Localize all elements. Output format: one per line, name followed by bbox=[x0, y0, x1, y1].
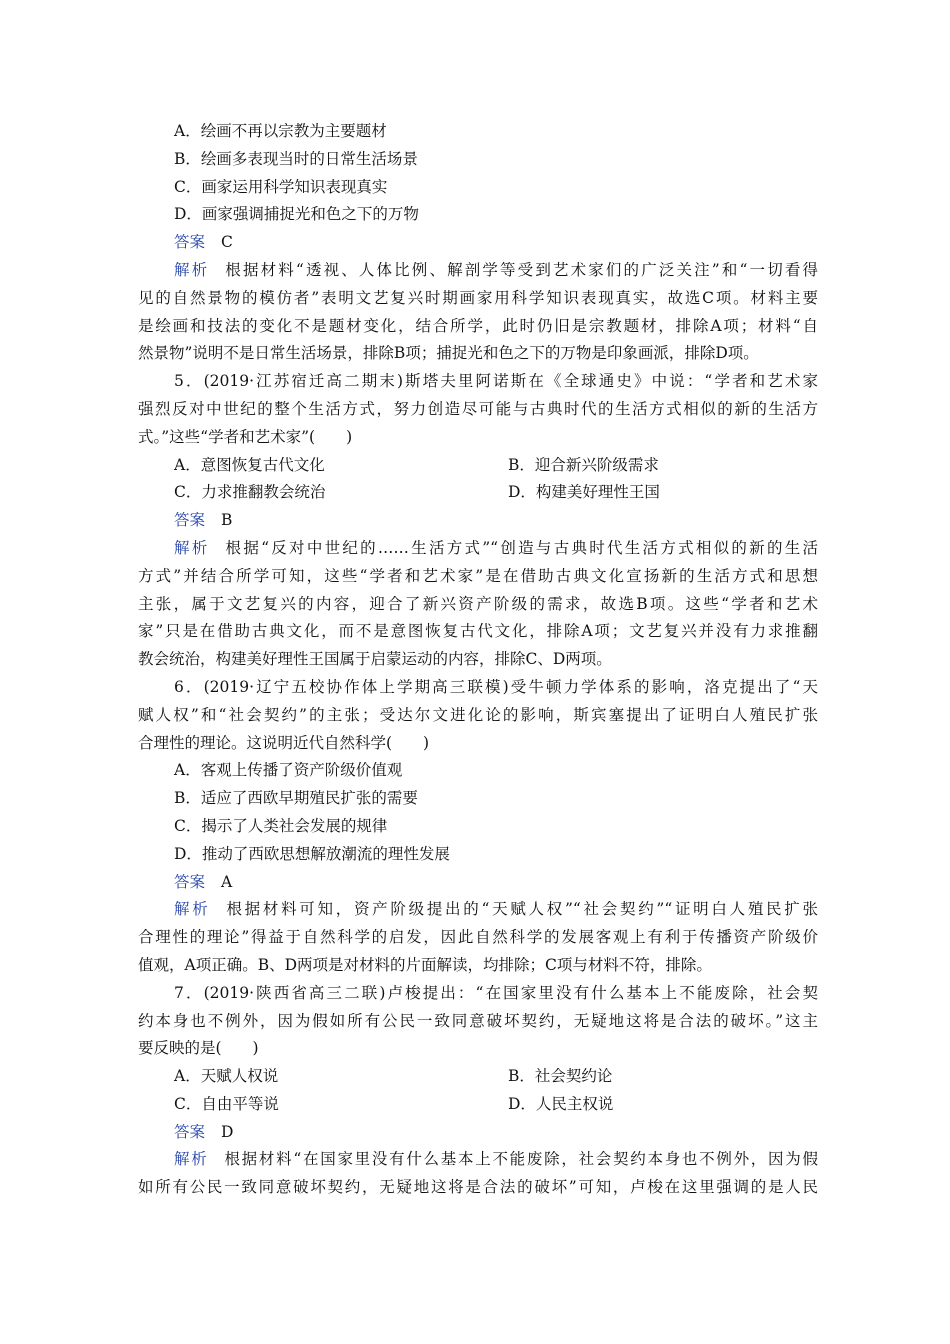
answer-label: 答案 bbox=[174, 511, 206, 530]
q6-analysis-line-1: 解析 根据材料可知，资产阶级提出的“天赋人权”“社会契约”“证明白人殖民扩张 bbox=[174, 900, 818, 919]
q7-stem-line-2: 约本身也不例外，因为假如所有公民一致同意破坏契约，无疑地这将是合法的破坏。”这主 bbox=[138, 1011, 818, 1030]
q4-answer-value: C bbox=[221, 233, 233, 252]
q6-stem-line-2: 赋人权”和“社会契约”的主张；受达尔文进化论的影响，斯宾塞提出了证明白人殖民扩张 bbox=[138, 705, 818, 724]
q5-analysis-line-2: 方式”并结合所学可知，这些“学者和艺术家”是在借助古典文化宣扬新的生活方式和思想 bbox=[138, 566, 818, 585]
q7-analysis-line-2: 如所有公民一致同意破坏契约，无疑地这将是合法的破坏”可知，卢梭在这里强调的是人民 bbox=[138, 1178, 818, 1197]
q6-answer bbox=[138, 869, 818, 897]
q7-stem-line-3: 要反映的是( ) bbox=[138, 1039, 259, 1058]
q5-option-d: D．构建美好理性王国 bbox=[508, 483, 660, 502]
q7-option-a: A．天赋人权说 bbox=[174, 1067, 279, 1086]
q5-analysis-line-4: 家”只是在借助古典文化，而不是意图恢复古代文化，排除A项；文艺复兴并没有力求推翻 bbox=[138, 622, 818, 641]
q7-options-row-1 bbox=[138, 1063, 818, 1091]
q4-option-a: A．绘画不再以宗教为主要题材 bbox=[174, 122, 387, 140]
q6-option-c: C．揭示了人类社会发展的规律 bbox=[174, 816, 388, 835]
q6-stem-line-3: 合理性的理论。这说明近代自然科学( ) bbox=[138, 733, 430, 752]
q4-analysis-line-1: 解析 根据材料“透视、人体比例、解剖学等受到艺术家们的广泛关注”和“一切看得 bbox=[174, 260, 818, 279]
q7-answer bbox=[138, 1119, 818, 1147]
q5-option-b: B．迎合新兴阶级需求 bbox=[508, 455, 659, 474]
answer-label: 答案 bbox=[174, 1122, 206, 1141]
answer-label: 答案 bbox=[174, 233, 206, 252]
q6-option-a: A．客观上传播了资产阶级价值观 bbox=[174, 761, 403, 780]
analysis-label: 解析 bbox=[174, 900, 211, 919]
answer-label: 答案 bbox=[174, 872, 206, 891]
q5-option-a: A．意图恢复古代文化 bbox=[174, 455, 325, 474]
q4-answer bbox=[138, 229, 818, 257]
q7-option-b: B．社会契约论 bbox=[508, 1067, 613, 1086]
q7-option-d: D．人民主权说 bbox=[508, 1094, 614, 1113]
q5-stem-line-1: 5．(2019·江苏宿迁高二期末)斯塔夫里阿诺斯在《全球通史》中说：“学者和艺术家 bbox=[174, 372, 818, 391]
analysis-label: 解析 bbox=[174, 538, 210, 557]
q5-stem-line-3: 式。”这些“学者和艺术家”( ) bbox=[138, 427, 353, 446]
q5-analysis-line-5: 教会统治，构建美好理性王国属于启蒙运动的内容，排除C、D两项。 bbox=[138, 650, 612, 669]
q5-options-row-2 bbox=[138, 479, 818, 507]
q6-answer-value: A bbox=[221, 872, 233, 891]
q5-stem-line-2: 强烈反对中世纪的整个生活方式，努力创造尽可能与古典时代的生活方式相似的新的生活方 bbox=[138, 399, 818, 418]
q6-option-b: B．适应了西欧早期殖民扩张的需要 bbox=[174, 789, 418, 808]
q5-analysis-line-3: 主张，属于文艺复兴的内容，迎合了新兴资产阶级的需求，故选B项。这些“学者和艺术 bbox=[138, 594, 818, 613]
q6-option-d: D．推动了西欧思想解放潮流的理性发展 bbox=[174, 844, 450, 863]
q5-analysis-line-1: 解析 根据“反对中世纪的……生活方式”“创造与古典时代生活方式相似的新的生活 bbox=[174, 538, 818, 557]
q7-answer-value: D bbox=[221, 1122, 234, 1141]
q7-stem-line-1: 7．(2019·陕西省高三二联)卢梭提出：“在国家里没有什么基本上不能废除，社会契 bbox=[174, 983, 818, 1002]
q5-answer-value: B bbox=[221, 511, 233, 530]
analysis-label: 解析 bbox=[174, 1150, 209, 1169]
q7-option-c: C．自由平等说 bbox=[174, 1094, 279, 1113]
q6-stem-line-1: 6．(2019·辽宁五校协作体上学期高三联模)受牛顿力学体系的影响，洛克提出了“天 bbox=[174, 677, 818, 696]
q4-option-c: C．画家运用科学知识表现真实 bbox=[174, 177, 388, 196]
q7-analysis-line-1: 解析 根据材料“在国家里没有什么基本上不能废除，社会契约本身也不例外，因为假 bbox=[174, 1150, 818, 1169]
q4-analysis-line-4: 然景物”说明不是日常生活场景，排除B项；捕捉光和色之下的万物是印象画派，排除D项。 bbox=[138, 344, 759, 363]
q7-options-row-2 bbox=[138, 1091, 818, 1119]
q6-analysis-line-3: 值观，A项正确。B、D两项是对材料的片面解读，均排除；C项与材料不符，排除。 bbox=[138, 955, 712, 974]
analysis-label: 解析 bbox=[174, 260, 210, 279]
q5-answer bbox=[138, 507, 818, 535]
q4-option-d: D．画家强调捕捉光和色之下的万物 bbox=[174, 205, 419, 224]
document-content bbox=[138, 118, 818, 1202]
q4-analysis-line-2: 见的自然景物的模仿者”表明文艺复兴时期画家用科学知识表现真实，故选C项。材料主要 bbox=[138, 288, 818, 307]
q5-options-row-1 bbox=[138, 452, 818, 480]
q5-option-c: C．力求推翻教会统治 bbox=[174, 483, 326, 502]
q4-analysis-line-3: 是绘画和技法的变化不是题材变化，结合所学，此时仍旧是宗教题材，排除A项；材料“自 bbox=[138, 316, 818, 335]
q6-analysis-line-2: 合理性的理论”得益于自然科学的启发，因此自然科学的发展客观上有利于传播资产阶级价 bbox=[138, 928, 818, 947]
q4-option-b: B．绘画多表现当时的日常生活场景 bbox=[174, 149, 418, 168]
